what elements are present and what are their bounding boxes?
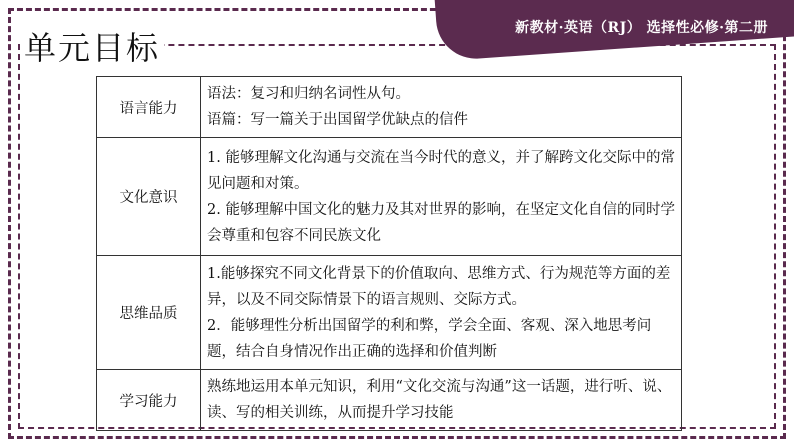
content-line: 2．能够理性分析出国留学的利和弊，学会全面、客观、深入地思考问题，结合自身情况作出正确的选择和价值判断	[207, 317, 652, 360]
goals-table	[96, 76, 682, 431]
category-cell: 语言能力	[97, 77, 201, 138]
category-cell: 文化意识	[97, 138, 201, 256]
page-title: 单元目标	[20, 26, 164, 70]
table-row	[97, 370, 682, 431]
content-cell	[201, 77, 682, 138]
table-row	[97, 256, 682, 370]
content-line: 语法：复习和归纳名词性从句。	[207, 86, 410, 102]
category-cell: 学习能力	[97, 370, 201, 431]
table-row	[97, 138, 682, 256]
header-banner-text: 新教材·英语（RJ） 选择性必修·第二册	[515, 20, 768, 36]
content-cell	[201, 138, 682, 256]
content-line: 熟练地运用本单元知识，利用“文化交流与沟通”这一话题，进行听、说、读、写的相关训练，从而提升学习技能	[207, 379, 672, 421]
content-line: 语篇：写一篇关于出国留学优缺点的信件	[207, 112, 468, 128]
content-line: 1. 能够理解文化沟通与交流在当今时代的意义，并了解跨文化交际中的常见问题和对策。	[207, 149, 675, 192]
table-row	[97, 77, 682, 138]
content-cell	[201, 256, 682, 370]
content-cell	[201, 370, 682, 431]
content-line: 1.能够探究不同文化背景下的价值取向、思维方式、行为规范等方面的差异，以及不同交际情景下的语言规则、交际方式。	[207, 265, 671, 308]
content-line: 2. 能够理解中国文化的魅力及其对世界的影响，在坚定文化自信的同时学会尊重和包容不同民族文化	[207, 201, 675, 244]
category-cell: 思维品质	[97, 256, 201, 370]
